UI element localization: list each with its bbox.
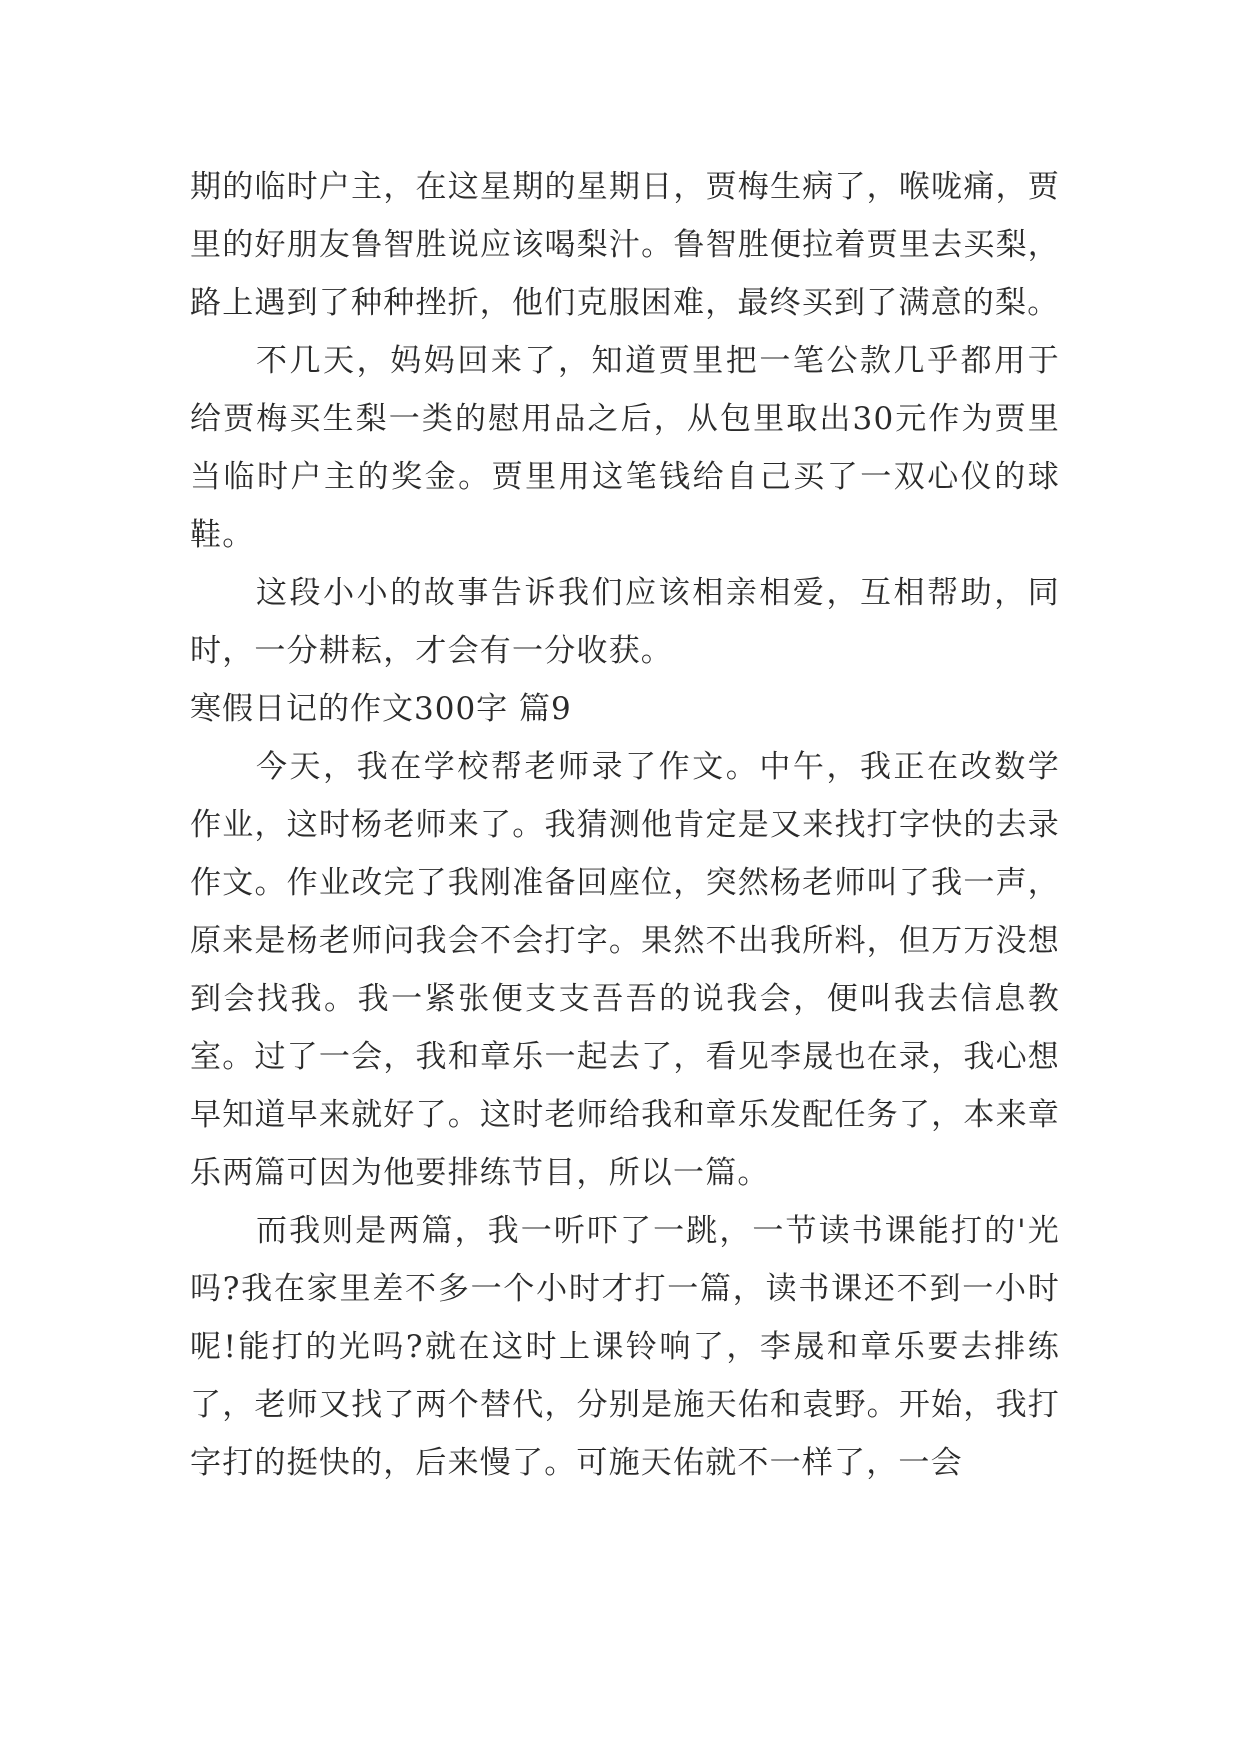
paragraph-1: 期的临时户主，在这星期的星期日，贾梅生病了，喉咙痛，贾里的好朋友鲁智胜说应该喝梨汁。鲁智胜便拉着贾里去买梨，路上遇到了种种挫折，他们克服困难，最终买到了满意的梨。 xyxy=(190,169,1060,321)
paragraph-4: 今天，我在学校帮老师录了作文。中午，我正在改数学作业，这时杨老师来了。我猜测他肯定是又来找打字快的去录作文。作业改完了我刚准备回座位，突然杨老师叫了我一声，原来是杨老师问我会不会打字。果然不出我所料，但万万没想到会找我。我一紧张便支支吾吾的说我会，便叫我去信息教室。过了一会，我和章乐一起去了，看见李晟也在录，我心想早知道早来就好了。这时老师给我和章乐发配任务了，本来章乐两篇可因为他要排练节目，所以一篇。 xyxy=(190,749,1060,1191)
paragraph-5: 而我则是两篇，我一听吓了一跳，一节读书课能打的'光吗?我在家里差不多一个小时才打一篇，读书课还不到一小时呢!能打的光吗?就在这时上课铃响了，李晟和章乐要去排练了，老师又找了两个替代，分别是施天佑和袁野。开始，我打字打的挺快的，后来慢了。可施天佑就不一样了，一会 xyxy=(190,1213,1060,1481)
paragraph-3: 这段小小的故事告诉我们应该相亲相爱，互相帮助，同时，一分耕耘，才会有一分收获。 xyxy=(190,575,1060,669)
paragraph-2: 不几天，妈妈回来了，知道贾里把一笔公款几乎都用于给贾梅买生梨一类的慰用品之后，从包里取出30元作为贾里当临时户主的奖金。贾里用这笔钱给自己买了一双心仪的球鞋。 xyxy=(190,343,1060,553)
document-page xyxy=(190,158,1060,1492)
section-heading: 寒假日记的作文300字 篇9 xyxy=(190,691,572,727)
